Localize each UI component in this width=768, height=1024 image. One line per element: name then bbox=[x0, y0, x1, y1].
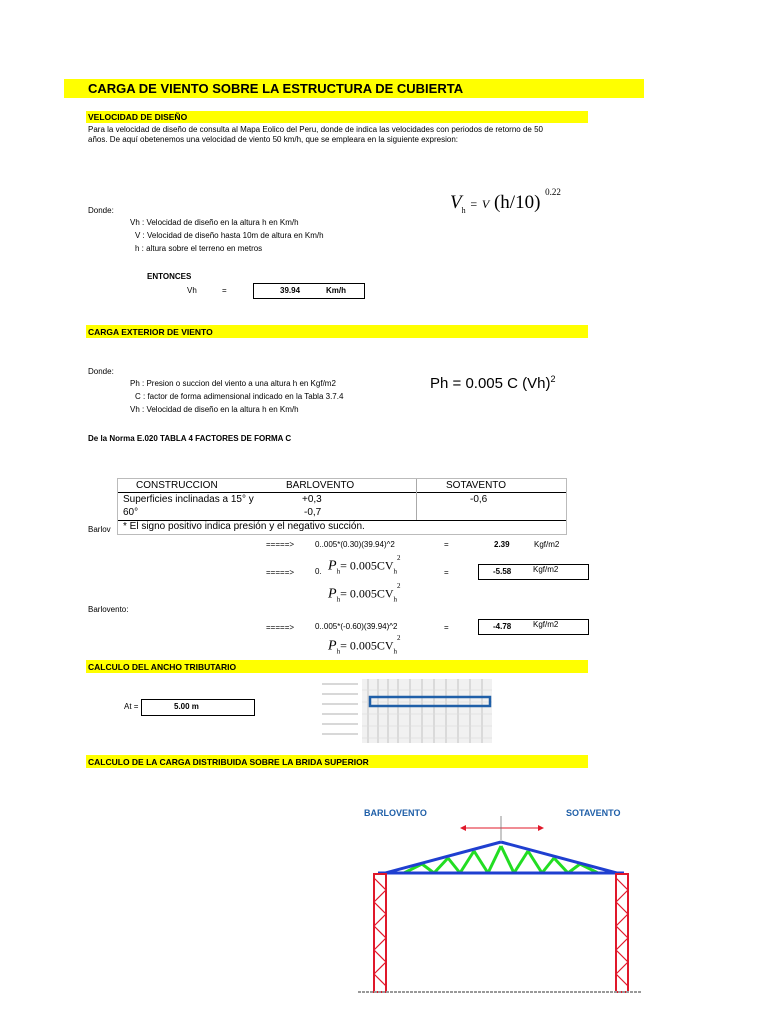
plan-background bbox=[362, 679, 492, 743]
ph3-sub: h bbox=[336, 647, 341, 656]
sec2-def2: C : factor de forma adimensional indicado en la Tabla 3.7.4 bbox=[135, 392, 344, 401]
calc1-eq: = bbox=[444, 540, 449, 549]
norma-text: De la Norma E.020 TABLA 4 FACTORES DE FORMA C bbox=[88, 434, 292, 443]
td-row1-construccion: Superficies inclinadas a 15° y bbox=[123, 494, 254, 505]
sec1-para2: años. De aquí obetenemos una velocidad de viento 50 km/h, que se empleara en la siguiente expresion: bbox=[88, 135, 459, 144]
vh-value: 39.94 bbox=[280, 286, 301, 295]
entonces-label: ENTONCES bbox=[147, 272, 192, 281]
vh-unit: Km/h bbox=[326, 286, 346, 295]
pressure-formula-exp: 2 bbox=[550, 374, 556, 384]
td-row2-barlovento: -0,7 bbox=[304, 507, 322, 518]
sec1-donde: Donde: bbox=[88, 206, 114, 215]
right-column bbox=[616, 874, 628, 992]
calc2-prefix: 0. bbox=[315, 567, 322, 576]
calc1-arrow: =====> bbox=[266, 540, 295, 549]
calc2-value: -5.58 bbox=[493, 567, 512, 576]
ph-formula-3 bbox=[328, 634, 401, 656]
calc3-eq: = bbox=[444, 623, 449, 632]
vh-eq: = bbox=[222, 286, 227, 295]
sec2-heading: CARGA EXTERIOR DE VIENTO bbox=[88, 327, 213, 337]
calc3-expr: 0..005*(-0.60)(39.94)^2 bbox=[315, 622, 398, 631]
sec1-para1: Para la velocidad de diseño de consulta al Mapa Eolico del Peru, donde de indica las velocidades con periodos de retorno de 50 bbox=[88, 125, 543, 134]
ph2-p: P bbox=[328, 586, 337, 602]
barlovento-label: Barlovento: bbox=[88, 605, 129, 614]
formula-exp: 0.22 bbox=[545, 186, 561, 197]
ph-formula-2 bbox=[328, 582, 401, 604]
ph3-vsub: h bbox=[393, 647, 397, 656]
ph2-sub: h bbox=[336, 595, 341, 604]
vh-result-box bbox=[253, 283, 365, 299]
sec3-heading: CALCULO DEL ANCHO TRIBUTARIO bbox=[88, 662, 237, 672]
sec4-heading: CALCULO DE LA CARGA DISTRIBUIDA SOBRE LA BRIDA SUPERIOR bbox=[88, 757, 369, 767]
sotavento-diagram-label: SOTAVENTO bbox=[566, 808, 621, 818]
ph-formula-1 bbox=[328, 554, 401, 576]
ph3-rhs: = 0.005CV bbox=[340, 638, 394, 653]
calc1-expr: 0..005*(0.30)(39.94)^2 bbox=[315, 540, 395, 549]
td-row1-sotavento: -0,6 bbox=[470, 494, 488, 505]
shape-factor-table bbox=[117, 478, 567, 535]
th-barlovento: BARLOVENTO bbox=[286, 480, 355, 491]
ph3-exp: 2 bbox=[397, 634, 401, 642]
sec1-def2: V : Velocidad de diseño hasta 10m de altura en Km/h bbox=[135, 231, 324, 240]
sec2-def1: Ph : Presion o succion del viento a una altura h en Kgf/m2 bbox=[130, 379, 336, 388]
calc1-value: 2.39 bbox=[494, 540, 510, 549]
sec2-donde: Donde: bbox=[88, 367, 114, 376]
sec1-heading: VELOCIDAD DE DISEÑO bbox=[88, 112, 188, 122]
sec1-def1: Vh : Velocidad de diseño en la altura h en Km/h bbox=[130, 218, 299, 227]
at-value: 5.00 m bbox=[174, 702, 199, 711]
sec1-def3: h : altura sobre el terreno en metros bbox=[135, 244, 263, 253]
at-box bbox=[141, 699, 255, 716]
wind-direction-arrow bbox=[460, 816, 544, 840]
ph1-exp: 2 bbox=[397, 554, 401, 562]
tributary-plan-drawing bbox=[318, 676, 513, 746]
table-col-divider-1 bbox=[416, 479, 417, 520]
calc2-unit: Kgf/m2 bbox=[533, 565, 559, 574]
left-column bbox=[374, 874, 386, 992]
ph1-p: P bbox=[328, 558, 337, 574]
calc3-arrow: =====> bbox=[266, 623, 295, 632]
formula-eq: = bbox=[470, 197, 478, 211]
barlovento-cut-label: Barlov bbox=[88, 525, 111, 534]
calc2-box bbox=[478, 564, 589, 580]
calc1-unit: Kgf/m2 bbox=[534, 540, 560, 549]
calc2-arrow: =====> bbox=[266, 568, 295, 577]
ph2-exp: 2 bbox=[397, 582, 401, 590]
sec2-def3: Vh : Velocidad de diseño en la altura h en Km/h bbox=[130, 405, 299, 414]
ph3-p: P bbox=[328, 638, 337, 654]
pressure-formula-main: Ph = 0.005 C (Vh) bbox=[430, 375, 551, 392]
calc2-eq: = bbox=[444, 568, 449, 577]
formula-sub: h bbox=[461, 205, 466, 215]
pressure-formula bbox=[430, 374, 556, 392]
td-row1-barlovento: +0,3 bbox=[302, 494, 322, 505]
vh-label: Vh bbox=[187, 286, 197, 295]
td-row2-construccion: 60° bbox=[123, 507, 139, 518]
at-label: At = bbox=[124, 702, 139, 711]
formula-rhs-v: V bbox=[481, 197, 490, 211]
barlovento-diagram-label: BARLOVENTO bbox=[364, 808, 427, 818]
calc3-unit: Kgf/m2 bbox=[533, 620, 559, 629]
ph1-rhs: = 0.005CV bbox=[340, 558, 394, 573]
plan-dimension-ticks bbox=[322, 684, 358, 734]
velocity-formula bbox=[450, 186, 561, 215]
ph1-vsub: h bbox=[393, 567, 397, 576]
table-note: * El signo positivo indica presión y el negativo succión. bbox=[123, 521, 365, 532]
th-sotavento: SOTAVENTO bbox=[446, 480, 507, 491]
formula-paren: (h/10) bbox=[493, 192, 541, 213]
ph2-rhs: = 0.005CV bbox=[340, 586, 394, 601]
formula-v: V bbox=[450, 192, 462, 213]
page-title: CARGA DE VIENTO SOBRE LA ESTRUCTURA DE CUBIERTA bbox=[88, 81, 464, 96]
truss-frame-drawing bbox=[356, 796, 646, 996]
calc3-box bbox=[478, 619, 589, 635]
ph1-sub: h bbox=[336, 567, 341, 576]
calc3-value: -4.78 bbox=[493, 622, 512, 631]
th-construccion: CONSTRUCCION bbox=[136, 480, 218, 491]
ph2-vsub: h bbox=[393, 595, 397, 604]
